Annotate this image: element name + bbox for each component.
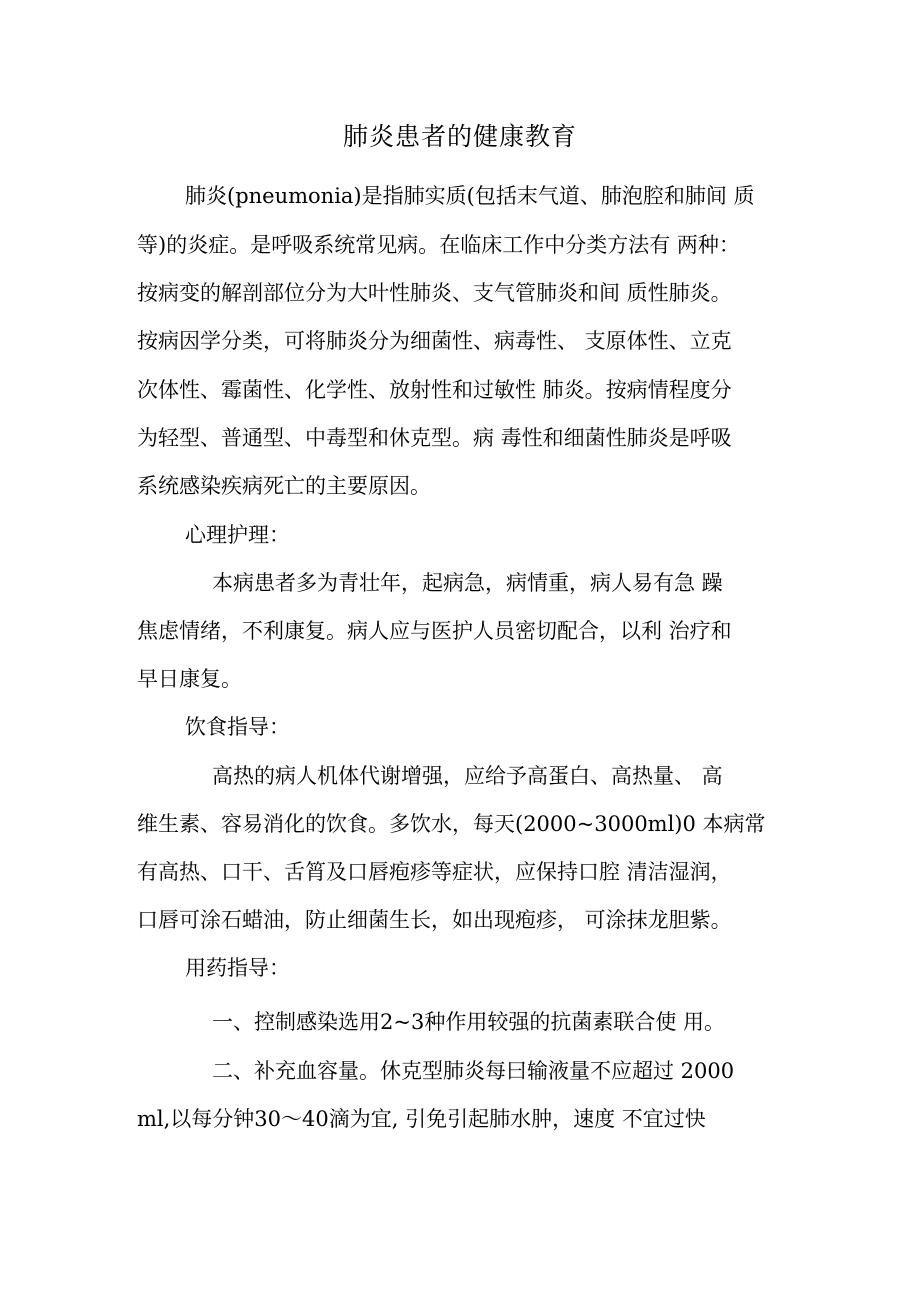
diet-line-4: 口唇可涂石蜡油，防止细菌生长，如出现疱疹， 可涂抹龙胆紫。 [137, 908, 732, 932]
med-line-2: 二、补充血容量。休克型肺炎每曰输液量不应超过 2000 [212, 1059, 735, 1083]
med-line-1: 一、控制感染选用2~3种作用较强的抗菌素联合使 用。 [212, 1010, 725, 1034]
med-line-3: ml,以每分钟30～40滴为宜, 引免引起肺水肿，速度 不宜过快 [137, 1107, 706, 1131]
psych-heading: 心理护理： [185, 523, 290, 547]
diet-line-2: 维生素、容易消化的饮食。多饮水，每天(2000~3000ml)0 本病常 [137, 812, 766, 836]
intro-line-6: 为轻型、普通型、中毒型和休克型。病 毒性和细菌性肺炎是呼吸 [137, 426, 732, 450]
diet-heading: 饮食指导： [185, 715, 290, 739]
intro-line-4: 按病因学分类，可将肺炎分为细菌性、病毒性、 支原体性、立克 [137, 329, 732, 353]
intro-line-2: 等)的炎症。是呼吸系统常见病。在临床工作中分类方法有 两种： [137, 233, 740, 257]
med-heading: 用药指导： [185, 956, 290, 980]
document-title: 肺炎患者的健康教育 [342, 122, 577, 151]
psych-line-1: 本病患者多为青壮年，起病急，病情重，病人易有急 躁 [212, 571, 723, 595]
intro-line-3: 按病变的解剖部位分为大叶性肺炎、支气管肺炎和间 质性肺炎。 [137, 281, 732, 305]
diet-line-1: 高热的病人机体代谢增强，应给予高蛋白、高热量、 高 [212, 764, 723, 788]
diet-line-3: 有高热、口干、舌筲及口唇疱疹等症状，应保持口腔 清洁湿润， [137, 860, 732, 884]
intro-line-7: 系统感染疾病死亡的主要原因。 [137, 474, 431, 498]
intro-line-5: 次体性、霉菌性、化学性、放射性和过敏性 肺炎。按病情程度分 [137, 378, 732, 402]
psych-line-2: 焦虑情绪，不利康复。病人应与医护人员密切配合，以利 治疗和 [137, 619, 732, 643]
intro-line-1: 肺炎(pneumonia)是指肺实质(包括末气道、肺泡腔和肺间 质 [185, 184, 755, 208]
psych-line-3: 早日康复。 [137, 667, 242, 691]
